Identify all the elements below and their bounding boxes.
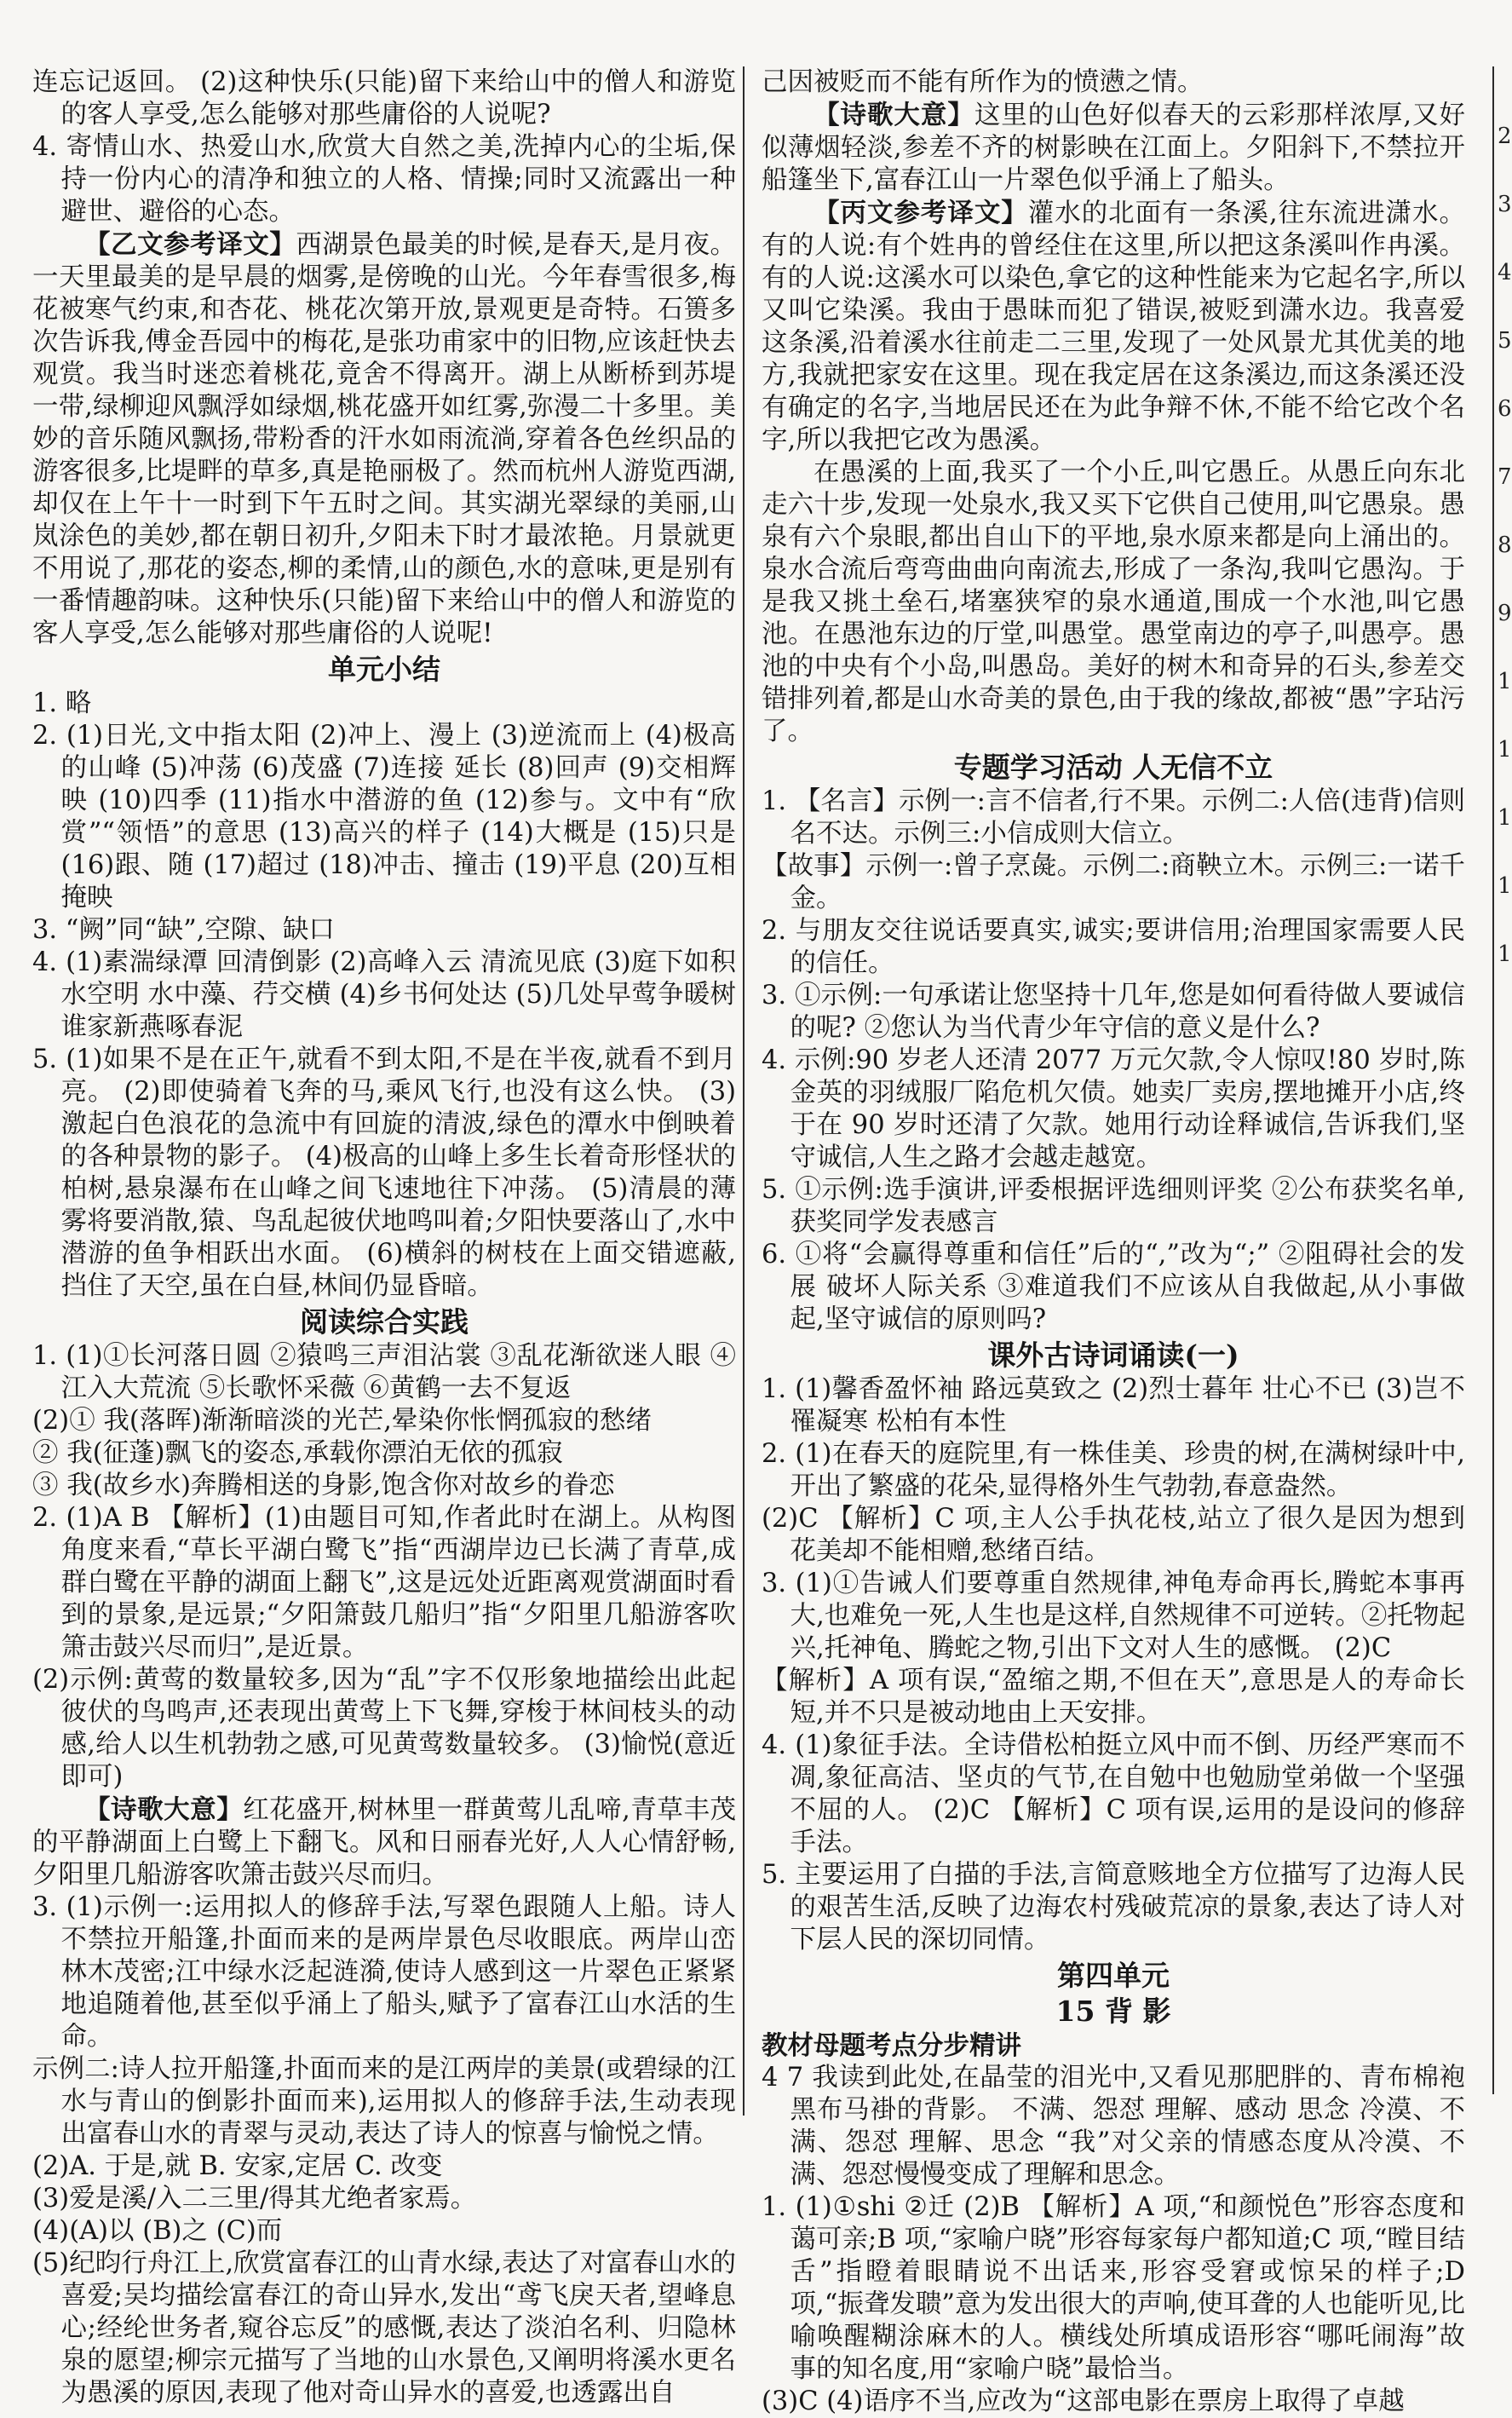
answer-paragraph: 示例二:诗人拉开船篷,扑面而来的是江两岸的美景(或碧绿的江水与青山的倒影扑面而来),运用拟人的修辞手法,生动表现出富春山水的青翠与灵动,表达了诗人的惊喜与愉悦之情。	[32, 2054, 736, 2149]
answer-paragraph: 2. (1)日光,文中指太阳 (2)冲上、漫上 (3)逆流而上 (4)极高的山峰 (5)冲荡 (6)茂盛 (7)连接 延长 (8)回声 (9)交相辉映 (10)四季 (11)指水中潜游的鱼 (12)参与。文中有“欣赏”“领悟”的意思 (13)高兴的样子 (14)大概是 (15)只是 (16)跟、随 (17)超过 (18)冲击、撞击 (19)平息 (20)互相掩映	[32, 721, 736, 913]
subsection-heading: 教材母题考点分步精讲	[762, 2030, 1021, 2061]
answer-paragraph: 4 7 我读到此处,在晶莹的泪光中,又看见那肥胖的、青布棉袍黑布马褂的背影。 不满、怨怼 理解、感动 思念 冷漠、不满、怨怼 理解、思念 “我”对父亲的情感态度从冷漠、不满、怨怼慢慢变成了理解和思念。	[762, 2063, 1465, 2190]
section-heading: 专题学习活动 人无信不立	[953, 751, 1273, 784]
answer-paragraph: 4. 示例:90 岁老人还清 2077 万元欠款,令人惊叹!80 岁时,陈金英的羽绒服厂陷危机欠债。她卖厂卖房,摆地摊开小店,终于在 90 岁时还清了欠款。她用行动诠释诚信,告诉我们,坚守诚信,人生之路才会越走越宽。	[762, 1045, 1465, 1172]
answer-paragraph: 【解析】A 项有误,“盈缩之期,不但在天”,意思是人的寿命长短,并不只是被动地由上天安排。	[762, 1666, 1465, 1728]
answer-paragraph: 3. (1)示例一:运用拟人的修辞手法,写翠色跟随人上船。诗人不禁拉开船篷,扑面而来的是两岸景色尽收眼底。两岸山峦林木茂密;江中绿水泛起涟漪,使诗人感到这一片翠色正紧紧地追随着他,甚至似乎涌上了船头,赋予了富春江山水活的生命。	[32, 1892, 736, 2052]
answer-paragraph: (2)C 【解析】C 项,主人公手执花枝,站立了很久是因为想到花美却不能相赠,愁绪百结。	[762, 1504, 1465, 1566]
answer-paragraph: 2. (1)A B 【解析】(1)由题目可知,作者此时在湖上。从构图角度来看,“草长平湖白鹭飞”指“西湖岸边已长满了青草,成群白鹭在平静的湖面上翻飞”,这是远处近距离观赏湖面时看到的景象,是远景;“夕阳箫鼓几船归”指“夕阳里几船游客吹箫击鼓兴尽而归”,是近景。	[32, 1503, 736, 1662]
answer-paragraph: 5. (1)如果不是在正午,就看不到太阳,不是在半夜,就看不到月亮。 (2)即使骑着飞奔的马,乘风飞行,也没有这么快。 (3)激起白色浪花的急流中有回旋的清波,绿色的潭水中倒映着的各种景物的影子。 (4)极高的山峰上多生长着奇形怪状的柏树,悬泉瀑布在山峰之间飞速地往下冲荡。 (5)清晨的薄雾将要消散,猿、鸟乱起彼伏地鸣叫着;夕阳快要落山了,水中潜游的鱼争相跃出水面。 (6)横斜的树枝在上面交错遮蔽,挡住了天空,虽在白昼,林间仍显昏暗。	[32, 1045, 736, 1301]
translation-tag: 【丙文参考译文】	[813, 198, 1028, 228]
answer-paragraph: (2)A. 于是,就 B. 安家,定居 C. 改变	[32, 2151, 443, 2181]
answer-paragraph: 1. (1)①长河落日圆 ②猿鸣三声泪沾裳 ③乱花渐欲迷人眼 ④江入大荒流 ⑤长歌怀采薇 ⑥黄鹤一去不复返	[32, 1341, 736, 1403]
right-column	[762, 66, 1465, 2418]
answer-paragraph: (4)(A)以 (B)之 (C)而	[32, 2216, 283, 2246]
section-heading: 15 背 影	[1055, 1995, 1171, 2028]
answer-paragraph: ③ 我(故乡水)奔腾相送的身影,饱含你对故乡的眷恋	[32, 1471, 615, 1500]
translation-paragraph	[762, 99, 1465, 197]
adjacent-page-edge	[1492, 66, 1494, 2094]
answer-paragraph: (2)① 我(落晖)渐渐暗淡的光芒,晕染你怅惘孤寂的愁绪	[32, 1406, 652, 1436]
answer-paragraph: 1. (1)①shi ②迁 (2)B 【解析】A 项,“和颜悦色”形容态度和蔼可亲;B 项,“家喻户晓”形容每家每户都知道;C 项,“瞠目结舌”指瞪着眼睛说不出话来,形容受窘或惊呆的样子;D 项,“振聋发聩”意为发出很大的声响,使耳聋的人也能听见,比喻唤醒糊涂麻木的人。横线处所填成语形容“哪吒闹海”故事的知名度,用“家喻户晓”最恰当。	[762, 2192, 1465, 2384]
answer-paragraph: 连忘记返回。 (2)这种快乐(只能)留下来给山中的僧人和游览的客人享受,怎么能够对那些庸俗的人说呢?	[32, 67, 736, 130]
answer-paragraph: 4. (1)素湍绿潭 回清倒影 (2)高峰入云 清流见底 (3)庭下如积水空明 水中藻、荇交横 (4)乡书何处达 (5)几处早莺争暖树 谁家新燕啄春泥	[32, 947, 736, 1042]
section-heading: 单元小结	[328, 653, 440, 686]
adjacent-page-numbers: 2 3 4 5 6 7 8 9 1 1 1 1 1	[1498, 124, 1512, 967]
answer-paragraph: 在愚溪的上面,我买了一个小丘,叫它愚丘。从愚丘向东北走六十步,发现一处泉水,我又买下它供自己使用,叫它愚泉。愚泉有六个泉眼,都出自山下的平地,泉水原来都是向上涌出的。泉水合流后弯弯曲曲向南流去,形成了一条沟,我叫它愚沟。于是我又挑土垒石,堵塞狭窄的泉水通道,围成一个水池,叫它愚池。在愚池东边的厅堂,叫愚堂。愚堂南边的亭子,叫愚亭。愚池的中央有个小岛,叫愚岛。美好的树木和奇异的石头,参差交错排列着,都是山水奇美的景色,由于我的缘故,都被“愚”字玷污了。	[762, 458, 1465, 746]
translation-paragraph	[32, 1793, 736, 1891]
answer-paragraph: 1. 【名言】示例一:言不信者,行不果。示例二:人倍(违背)信则名不达。示例三:小信成则大信立。	[762, 786, 1465, 849]
translation-tag: 【乙文参考译文】	[84, 229, 296, 260]
translation-text: 西湖景色最美的时候,是春天,是月夜。一天里最美的是早晨的烟雾,是傍晚的山光。今年春雪很多,梅花被寒气约束,和杏花、桃花次第开放,景观更是奇特。石篑多次告诉我,傅金吾园中的梅花,是张功甫家中的旧物,应该赶快去观赏。我当时迷恋着桃花,竟舍不得离开。湖上从断桥到苏堤一带,绿柳迎风飘浮如绿烟,桃花盛开如红雾,弥漫二十多里。美妙的音乐随风飘扬,带粉香的汗水如雨流淌,穿着各色丝织品的游客很多,比堤畔的草多,真是艳丽极了。然而杭州人游览西湖,却仅在上午十一时到下午五时之间。其实湖光翠绿的美丽,山岚涂色的美妙,都在朝日初升,夕阳未下时才最浓艳。月景就更不用说了,那花的姿态,柳的柔情,山的颜色,水的意味,更是别有一番情趣韵味。这种快乐(只能)留下来给山中的僧人和游览的客人享受,怎么能够对那些庸俗的人说呢!	[32, 230, 737, 648]
section-heading: 第四单元	[1057, 1959, 1170, 1992]
answer-paragraph: 己因被贬而不能有所作为的愤懑之情。	[762, 67, 1204, 97]
answer-paragraph: 4. 寄情山水、热爱山水,欣赏大自然之美,洗掉内心的尘垢,保持一份内心的清净和独立的人格、情操;同时又流露出一种避世、避俗的心态。	[32, 132, 736, 227]
translation-paragraph	[32, 228, 736, 650]
answer-paragraph: 2. 与朋友交往说话要真实,诚实;要讲信用;治理国家需要人民的信任。	[762, 916, 1465, 978]
translation-text: 这里的山色好似春天的云彩那样浓厚,又好似薄烟轻淡,参差不齐的树影映在江面上。夕阳斜下,不禁拉开船篷坐下,富春江山一片翠色似乎涌上了船头。	[762, 101, 1465, 195]
answer-paragraph: (3)C (4)语序不当,应改为“这部电影在票房上取得了卓越	[762, 2386, 1405, 2416]
translation-tag: 【诗歌大意】	[813, 100, 974, 130]
answer-paragraph: ② 我(征蓬)飘飞的姿态,承载你漂泊无依的孤寂	[32, 1438, 563, 1468]
answer-paragraph: 6. ①将“会赢得尊重和信任”后的“,”改为“;” ②阻碍社会的发展 破坏人际关系 ③难道我们不应该从自我做起,从小事做起,坚守诚信的原则吗?	[762, 1240, 1465, 1334]
section-heading: 课外古诗词诵读(一)	[987, 1339, 1239, 1372]
translation-paragraph	[762, 197, 1465, 457]
answer-paragraph: (5)纪昀行舟江上,欣赏富春江的山青水绿,表达了对富春山水的喜爱;吴均描绘富春江的奇山异水,发出“鸢飞戾天者,望峰息心;经纶世务者,窥谷忘反”的感慨,表达了淡泊名利、归隐林泉的愿望;柳宗元描写了当地的山水景色,又阐明将溪水更名为愚溪的原因,表现了他对奇山异水的喜爱,也透露出自	[32, 2248, 736, 2408]
answer-paragraph: 3. “阙”同“缺”,空隙、缺口	[32, 915, 335, 945]
answer-paragraph: (2)示例:黄莺的数量较多,因为“乱”字不仅形象地描绘出此起彼伏的鸟鸣声,还表现出黄莺上下飞舞,穿梭于林间枝头的动感,给人以生机勃勃之感,可见黄莺数量较多。 (3)愉悦(意近即可)	[32, 1665, 736, 1792]
answer-paragraph: 4. (1)象征手法。全诗借松柏挺立风中而不倒、历经严寒而不凋,象征高洁、坚贞的气节,在自勉中也勉励堂弟做一个坚强不屈的人。 (2)C 【解析】C 项有误,运用的是设问的修辞手法。	[762, 1730, 1465, 1857]
column-divider	[743, 66, 745, 2116]
answer-paragraph: 5. 主要运用了白描的手法,言简意赅地全方位描写了边海人民的艰苦生活,反映了边海农村残破荒凉的景象,表达了诗人对下层人民的深切同情。	[762, 1860, 1465, 1955]
answer-paragraph: 2. (1)在春天的庭院里,有一株佳美、珍贵的树,在满树绿叶中,开出了繁盛的花朵,显得格外生气勃勃,春意盎然。	[762, 1439, 1465, 1501]
answer-paragraph: 1. (1)馨香盈怀袖 路远莫致之 (2)烈士暮年 壮心不已 (3)岂不罹凝寒 松柏有本性	[762, 1374, 1465, 1436]
answer-paragraph: 5. ①示例:选手演讲,评委根据评选细则评奖 ②公布获奖名单,获奖同学发表感言	[762, 1175, 1465, 1237]
translation-text: 灌水的北面有一条溪,往东流进潇水。有的人说:有个姓冉的曾经住在这里,所以把这条溪叫作冉溪。有的人说:这溪水可以染色,拿它的这种性能来为它起名字,所以又叫它染溪。我由于愚昧而犯了错误,被贬到潇水边。我喜爱这条溪,沿着溪水往前走二三里,发现了一处风景尤其优美的地方,我就把家安在这里。现在我定居在这条溪边,而这条溪还没有确定的名字,当地居民还在为此争辩不休,不能不给它改个名字,所以我把它改为愚溪。	[762, 199, 1465, 455]
answer-paragraph: (3)爱是溪/入二三里/得其尤绝者家焉。	[32, 2184, 477, 2214]
translation-tag: 【诗歌大意】	[84, 1794, 244, 1825]
answer-paragraph: 1. 略	[32, 688, 92, 718]
left-column	[32, 66, 736, 2409]
answer-paragraph: 3. ①示例:一句承诺让您坚持十几年,您是如何看待做人要诚信的呢? ②您认为当代青少年守信的意义是什么?	[762, 981, 1465, 1043]
section-heading: 阅读综合实践	[300, 1305, 469, 1339]
answer-paragraph: 【故事】示例一:曾子烹彘。示例二:商鞅立木。示例三:一诺千金。	[762, 851, 1465, 913]
translation-text: 红花盛开,树林里一群黄莺儿乱啼,青草丰茂的平静湖面上白鹭上下翻飞。风和日丽春光好,人人心情舒畅,夕阳里几船游客吹箫击鼓兴尽而归。	[32, 1795, 737, 1890]
answer-paragraph: 3. (1)①告诫人们要尊重自然规律,神龟寿命再长,腾蛇本事再大,也难免一死,人生也是这样,自然规律不可逆转。②托物起兴,托神龟、腾蛇之物,引出下文对人生的感慨。 (2)C	[762, 1569, 1465, 1663]
